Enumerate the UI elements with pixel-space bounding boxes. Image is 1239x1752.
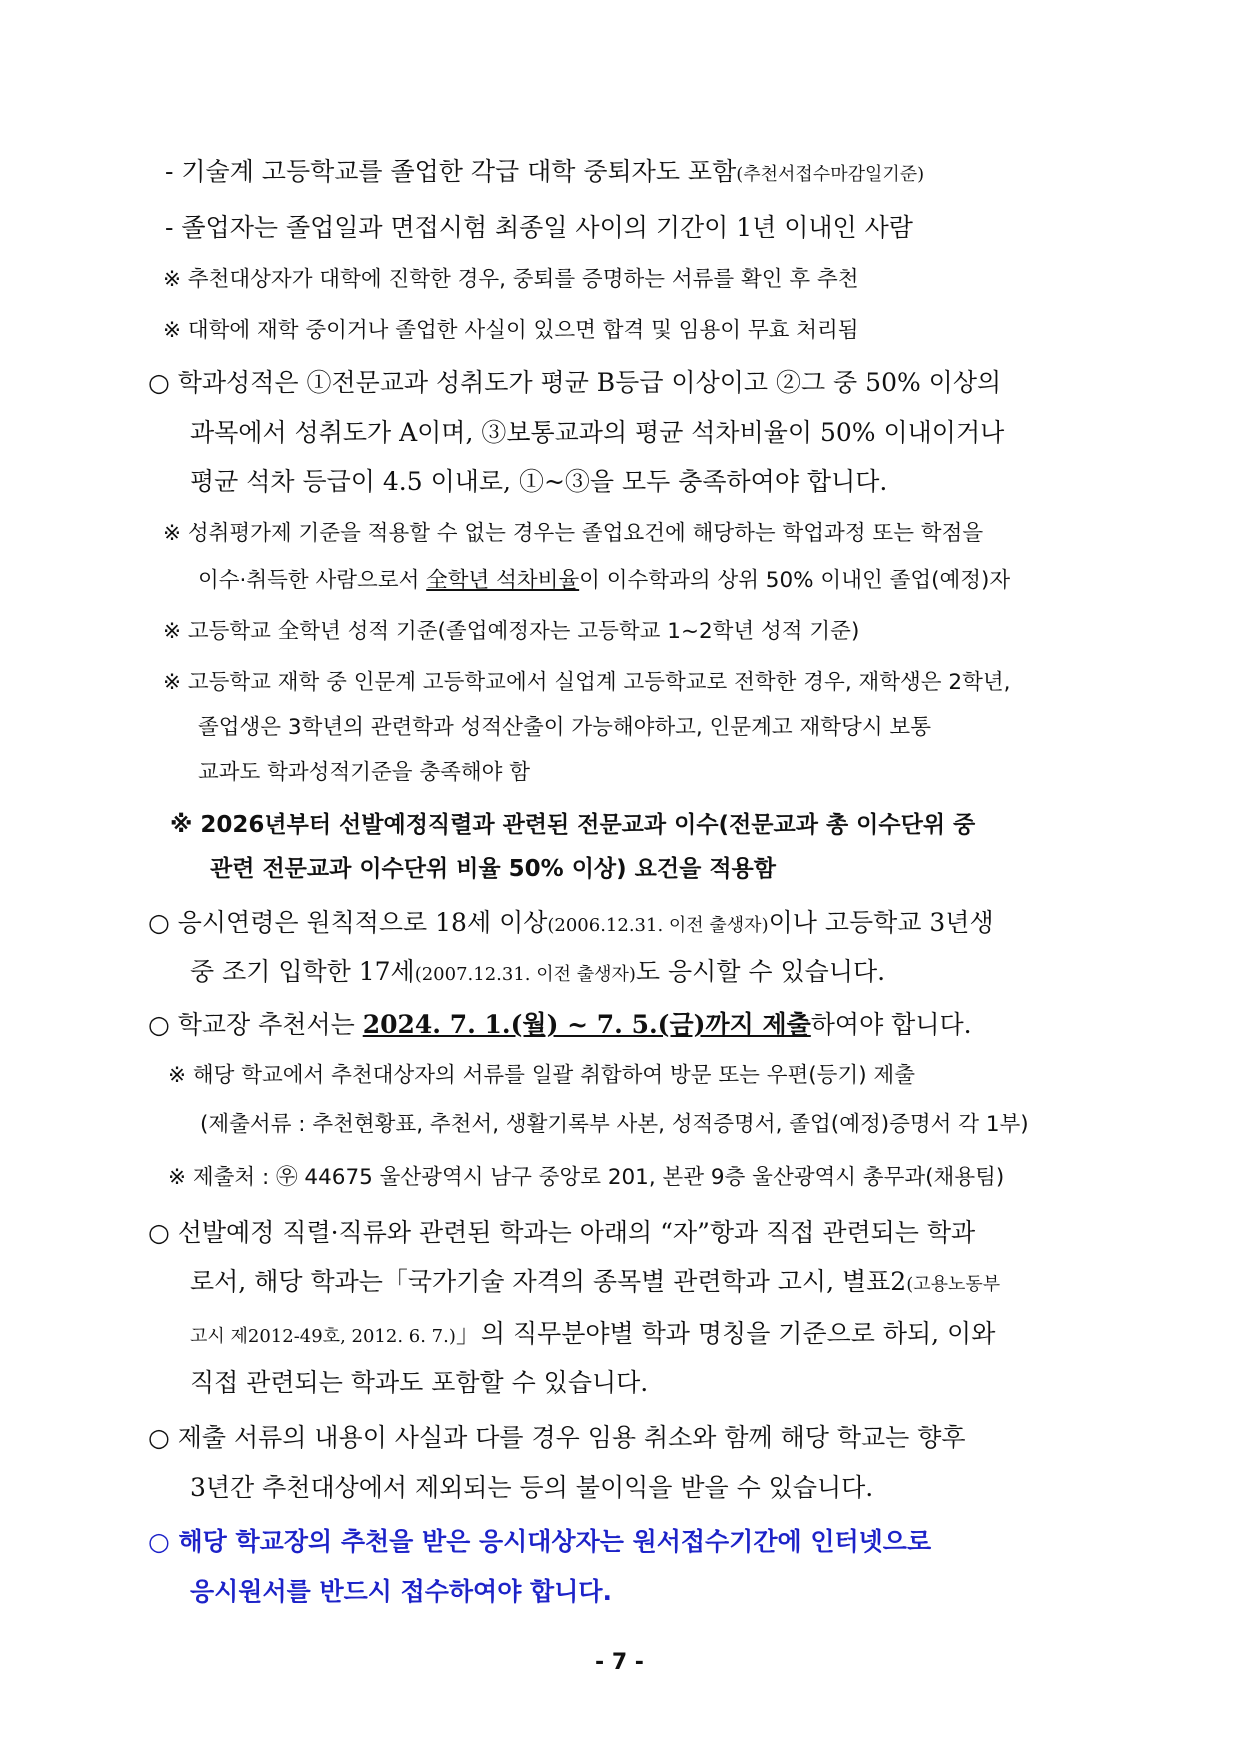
text-segment: 로서, 해당 학과는「국가기술 자격의 종목별 관련학과 고시, 별표2	[190, 1267, 907, 1296]
text-segment: 도 응시할 수 있습니다.	[635, 957, 886, 986]
text-line	[0, 1213, 1239, 1249]
text-segment: 직접 관련되는 학과도 포함할 수 있습니다.	[190, 1368, 649, 1397]
text-line	[0, 806, 1239, 839]
text-line	[0, 1005, 1239, 1041]
text-line	[0, 1418, 1239, 1454]
text-segment: 이나 고등학교 3년생	[768, 908, 994, 937]
text-segment: ○ 학교장 추천서는	[148, 1010, 363, 1039]
page-number: - 7 -	[595, 1650, 644, 1675]
text-line	[0, 1107, 1239, 1138]
text-segment: ○ 해당 학교장의 추천을 받은 응시대상자는 원서접수기간에 인터넷으로	[148, 1527, 932, 1556]
text-line	[0, 1058, 1239, 1089]
text-segment: 」의 직무분야별 학과 명칭을 기준으로 하되, 이와	[455, 1319, 996, 1348]
text-line	[0, 563, 1239, 594]
text-segment: (고용노동부	[906, 1274, 1001, 1295]
text-line	[0, 850, 1239, 883]
text-segment: (2006.12.31. 이전 출생자)	[547, 915, 769, 936]
text-line	[0, 1262, 1239, 1298]
text-line	[0, 665, 1239, 696]
text-line	[0, 952, 1239, 988]
text-segment: 평균 석차 등급이 4.5 이내로, ①~③을 모두 충족하여야 합니다.	[190, 467, 888, 496]
text-segment: ※ 제출처 : ㉾ 44675 울산광역시 남구 중앙로 201, 본관 9층 울산광역시 총무과(채용팀)	[168, 1165, 1005, 1190]
text-segment: ○ 선발예정 직렬·직류와 관련된 학과는 아래의 “자”항과 직접 관련되는 학과	[148, 1218, 976, 1247]
text-line	[0, 903, 1239, 939]
text-segment: ○ 응시연령은 원칙적으로 18세 이상	[148, 908, 548, 937]
text-segment: 중 조기 입학한 17세	[190, 957, 415, 986]
text-segment: ○ 학과성적은 ①전문교과 성취도가 평균 B등급 이상이고 ②그 중 50% 이상의	[148, 368, 1002, 397]
text-line	[0, 1314, 1239, 1350]
text-segment: ※ 해당 학교에서 추천대상자의 서류를 일괄 취합하여 방문 또는 우편(등기) 제출	[168, 1063, 915, 1088]
text-line	[0, 614, 1239, 645]
text-line	[0, 1522, 1239, 1558]
text-segment: 全학년 석차비율	[426, 568, 580, 593]
text-line	[0, 516, 1239, 547]
text-line	[0, 1572, 1239, 1608]
text-segment: ※ 추천대상자가 대학에 진학한 경우, 중퇴를 증명하는 서류를 확인 후 추천	[163, 267, 859, 292]
text-segment: 관련 전문교과 이수단위 비율 50% 이상) 요건을 적용함	[210, 856, 776, 882]
text-segment: (제출서류 : 추천현황표, 추천서, 생활기록부 사본, 성적증명서, 졸업(예정)증명서 각 1부)	[200, 1112, 1029, 1137]
text-segment: ※ 성취평가제 기준을 적용할 수 없는 경우는 졸업요건에 해당하는 학업과정 또는 학점을	[163, 521, 984, 546]
text-segment: - 졸업자는 졸업일과 면접시험 최종일 사이의 기간이 1년 이내인 사람	[165, 213, 913, 242]
text-segment: - 기술계 고등학교를 졸업한 각급 대학 중퇴자도 포함	[165, 157, 737, 186]
text-segment: 과목에서 성취도가 A이며, ③보통교과의 평균 석차비율이 50% 이내이거나	[190, 418, 1005, 447]
text-segment: 2024. 7. 1.(월) ~ 7. 5.(금)까지 제출	[362, 1010, 811, 1039]
text-segment: 이 이수학과의 상위 50% 이내인 졸업(예정)자	[579, 568, 1011, 593]
text-segment: ※ 대학에 재학 중이거나 졸업한 사실이 있으면 합격 및 임용이 무효 처리됨	[163, 318, 859, 343]
text-line	[0, 313, 1239, 344]
text-line	[0, 363, 1239, 399]
text-line	[0, 413, 1239, 449]
text-line	[0, 208, 1239, 244]
text-segment: 교과도 학과성적기준을 충족해야 함	[198, 760, 531, 785]
text-segment: 응시원서를 반드시 접수하여야 합니다.	[190, 1577, 613, 1606]
text-line	[0, 1363, 1239, 1399]
text-segment: 졸업생은 3학년의 관련학과 성적산출이 가능해야하고, 인문계고 재학당시 보통	[198, 715, 931, 740]
text-segment: 이수·취득한 사람으로서	[198, 568, 427, 593]
text-segment: (추천서접수마감일기준)	[736, 164, 925, 185]
text-segment: 고시 제2012-49호, 2012. 6. 7.)	[190, 1326, 456, 1347]
text-line	[0, 462, 1239, 498]
text-segment: 하여야 합니다.	[810, 1010, 972, 1039]
text-line	[0, 1468, 1239, 1504]
text-line	[0, 152, 1239, 188]
text-line	[0, 1160, 1239, 1191]
text-segment: (2007.12.31. 이전 출생자)	[414, 964, 636, 985]
text-segment: 3년간 추천대상에서 제외되는 등의 불이익을 받을 수 있습니다.	[190, 1473, 874, 1502]
text-line	[0, 262, 1239, 293]
text-segment: ※ 고등학교 全학년 성적 기준(졸업예정자는 고등학교 1~2학년 성적 기준)	[163, 619, 860, 644]
text-line	[0, 755, 1239, 786]
text-line	[0, 710, 1239, 741]
text-segment: ※ 2026년부터 선발예정직렬과 관련된 전문교과 이수(전문교과 총 이수단위 중	[170, 812, 976, 838]
text-segment: ※ 고등학교 재학 중 인문계 고등학교에서 실업계 고등학교로 전학한 경우, 재학생은 2학년,	[163, 670, 1011, 695]
text-segment: ○ 제출 서류의 내용이 사실과 다를 경우 임용 취소와 함께 해당 학교는 향후	[148, 1423, 966, 1452]
